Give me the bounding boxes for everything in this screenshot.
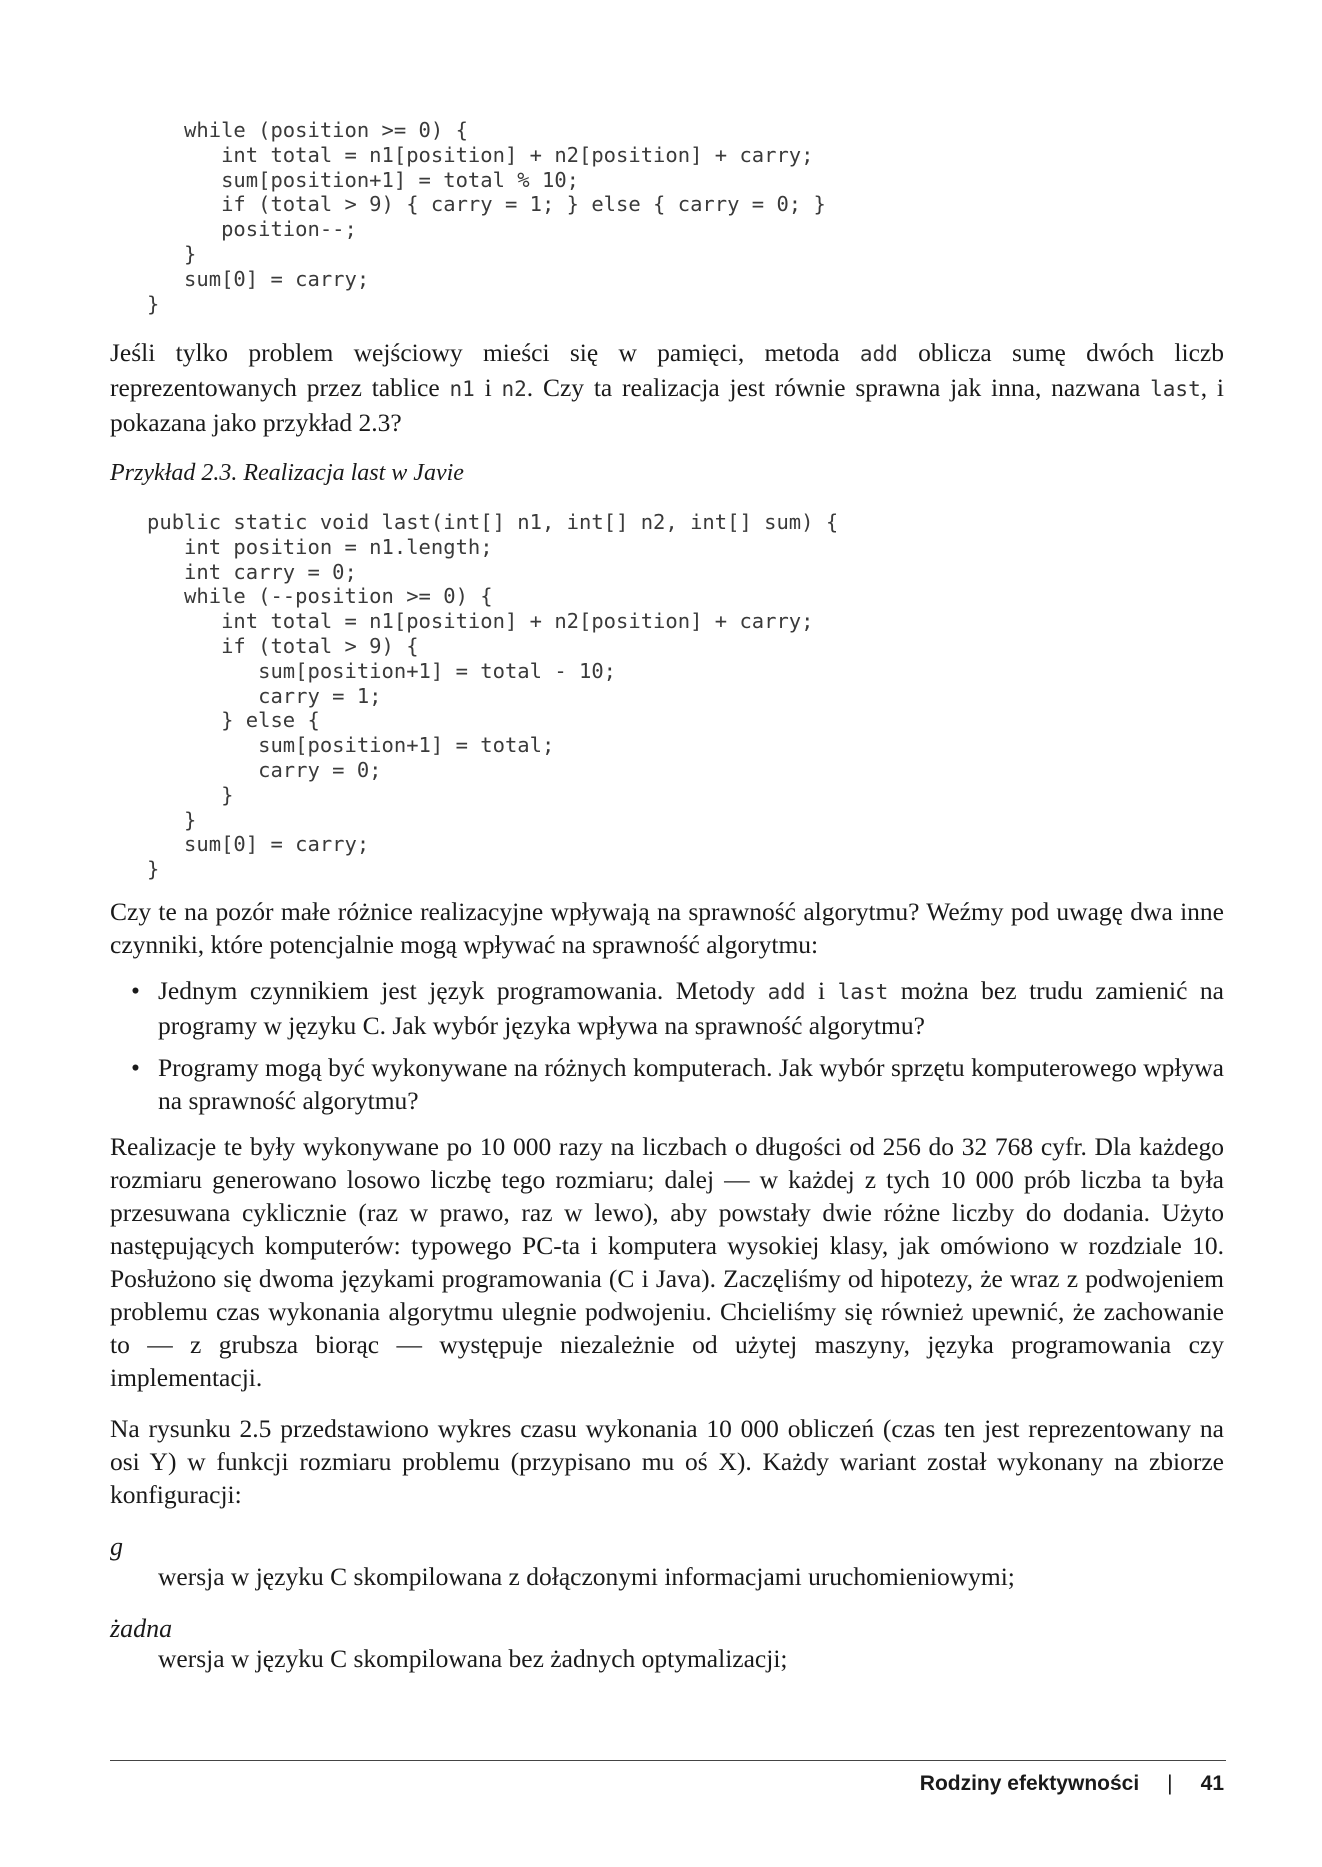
inline-code-n2: n2 [501,377,527,401]
text-run: , i pokazana jako przykład 2.3? [110,373,1224,437]
text-run: i [805,976,838,1005]
definition-description: wersja w języku C skompilowana bez żadnych optymalizacji; [158,1644,788,1673]
page-number: 41 [1200,1772,1224,1795]
code-listing-top: while (position >= 0) { int total = n1[position] + n2[position] + carry; sum[position+1] = total % 10; if (total > 9) { carry = 1; } else { carry = 0; } position--; } sum[0] = carry; } [147,118,826,316]
page-footer [920,1772,1224,1796]
bullet-icon: • [131,1053,140,1082]
footer-separator: | [1167,1772,1173,1795]
definition-description: wersja w języku C skompilowana z dołączonymi informacjami uruchomieniowymi; [158,1562,1015,1591]
text-run: można bez trudu zamienić na programy w języku C. Jak wybór języka wpływa na sprawność algorytmu? [158,976,1224,1040]
text-run: . Czy ta realizacja jest równie sprawna jak inna, nazwana [526,373,1151,402]
list-item [110,974,1224,1042]
paragraph-differences: Czy te na pozór małe różnice realizacyjne wpływają na sprawność algorytmu? Weźmy pod uwagę dwa inne czynniki, które potencjalnie mogą wpływać na sprawność algorytmu: [110,897,1224,959]
text-run: Jednym czynnikiem jest język programowania. Metody [158,976,768,1005]
code-listing-last: public static void last(int[] n1, int[] n2, int[] sum) { int position = n1.length; int carry = 0; while (--position >= 0) { int total = n1[position] + n2[position] + carry; if (total > 9) { sum[position+1] = total - 10; carry = 1; } else { sum[position+1] = total; carry = 0; } } sum[0] = carry; } [147,510,839,882]
list-item [110,1051,1224,1117]
paragraph-add-method [110,336,1224,439]
footer-rule [110,1760,1226,1761]
example-caption: Przykład 2.3. Realizacja last w Javie [110,460,464,486]
text-run: i [474,373,502,402]
inline-code-last: last [1150,377,1201,401]
text-run: Programy mogą być wykonywane na różnych komputerach. Jak wybór sprzętu komputerowego wpływa na sprawność algorytmu? [158,1053,1224,1115]
inline-code-n1: n1 [449,377,475,401]
factor-list [110,974,1224,1126]
text-run: oblicza sumę dwóch liczb reprezentowanych przez tablice [110,338,1224,402]
inline-code-last: last [837,980,889,1004]
inline-code-add: add [767,980,806,1004]
bullet-icon: • [131,976,140,1005]
definition-term: g [110,1532,123,1561]
definition-term: żadna [110,1614,173,1643]
inline-code-add: add [859,342,898,366]
paragraph-experiments: Realizacje te były wykonywane po 10 000 razy na liczbach o długości od 256 do 32 768 cyfr. Dla każdego rozmiaru generowano losowo liczbę tego rozmiaru; dalej — w każdej z tych 10 000 prób liczba ta była przesuwana cyklicznie (raz w prawo, raz w lewo), aby powstały dwie różne liczby do dodania. Użyto następujących komputerów: typowego PC-ta i komputera wysokiej klasy, jak omówiono w rozdziale 10. Posłużono się dwoma językami programowania (C i Java). Zaczęliśmy od hipotezy, że wraz z podwojeniem problemu czas wykonania algorytmu ulegnie podwojeniu. Chcieliśmy się również upewnić, że zachowanie to — z grubsza biorąc — występuje niezależnie od użytej maszyny, języka programowania czy implementacji. [110,1132,1224,1392]
running-title: Rodziny efektywności [919,1772,1140,1795]
paragraph-figure-reference: Na rysunku 2.5 przedstawiono wykres czasu wykonania 10 000 obliczeń (czas ten jest reprezentowany na osi Y) w funkcji rozmiaru problemu (przypisano mu oś X). Każdy wariant został wykonany na zbiorze konfiguracji: [110,1414,1224,1509]
text-run: Jeśli tylko problem wejściowy mieści się w pamięci, metoda [110,338,860,367]
